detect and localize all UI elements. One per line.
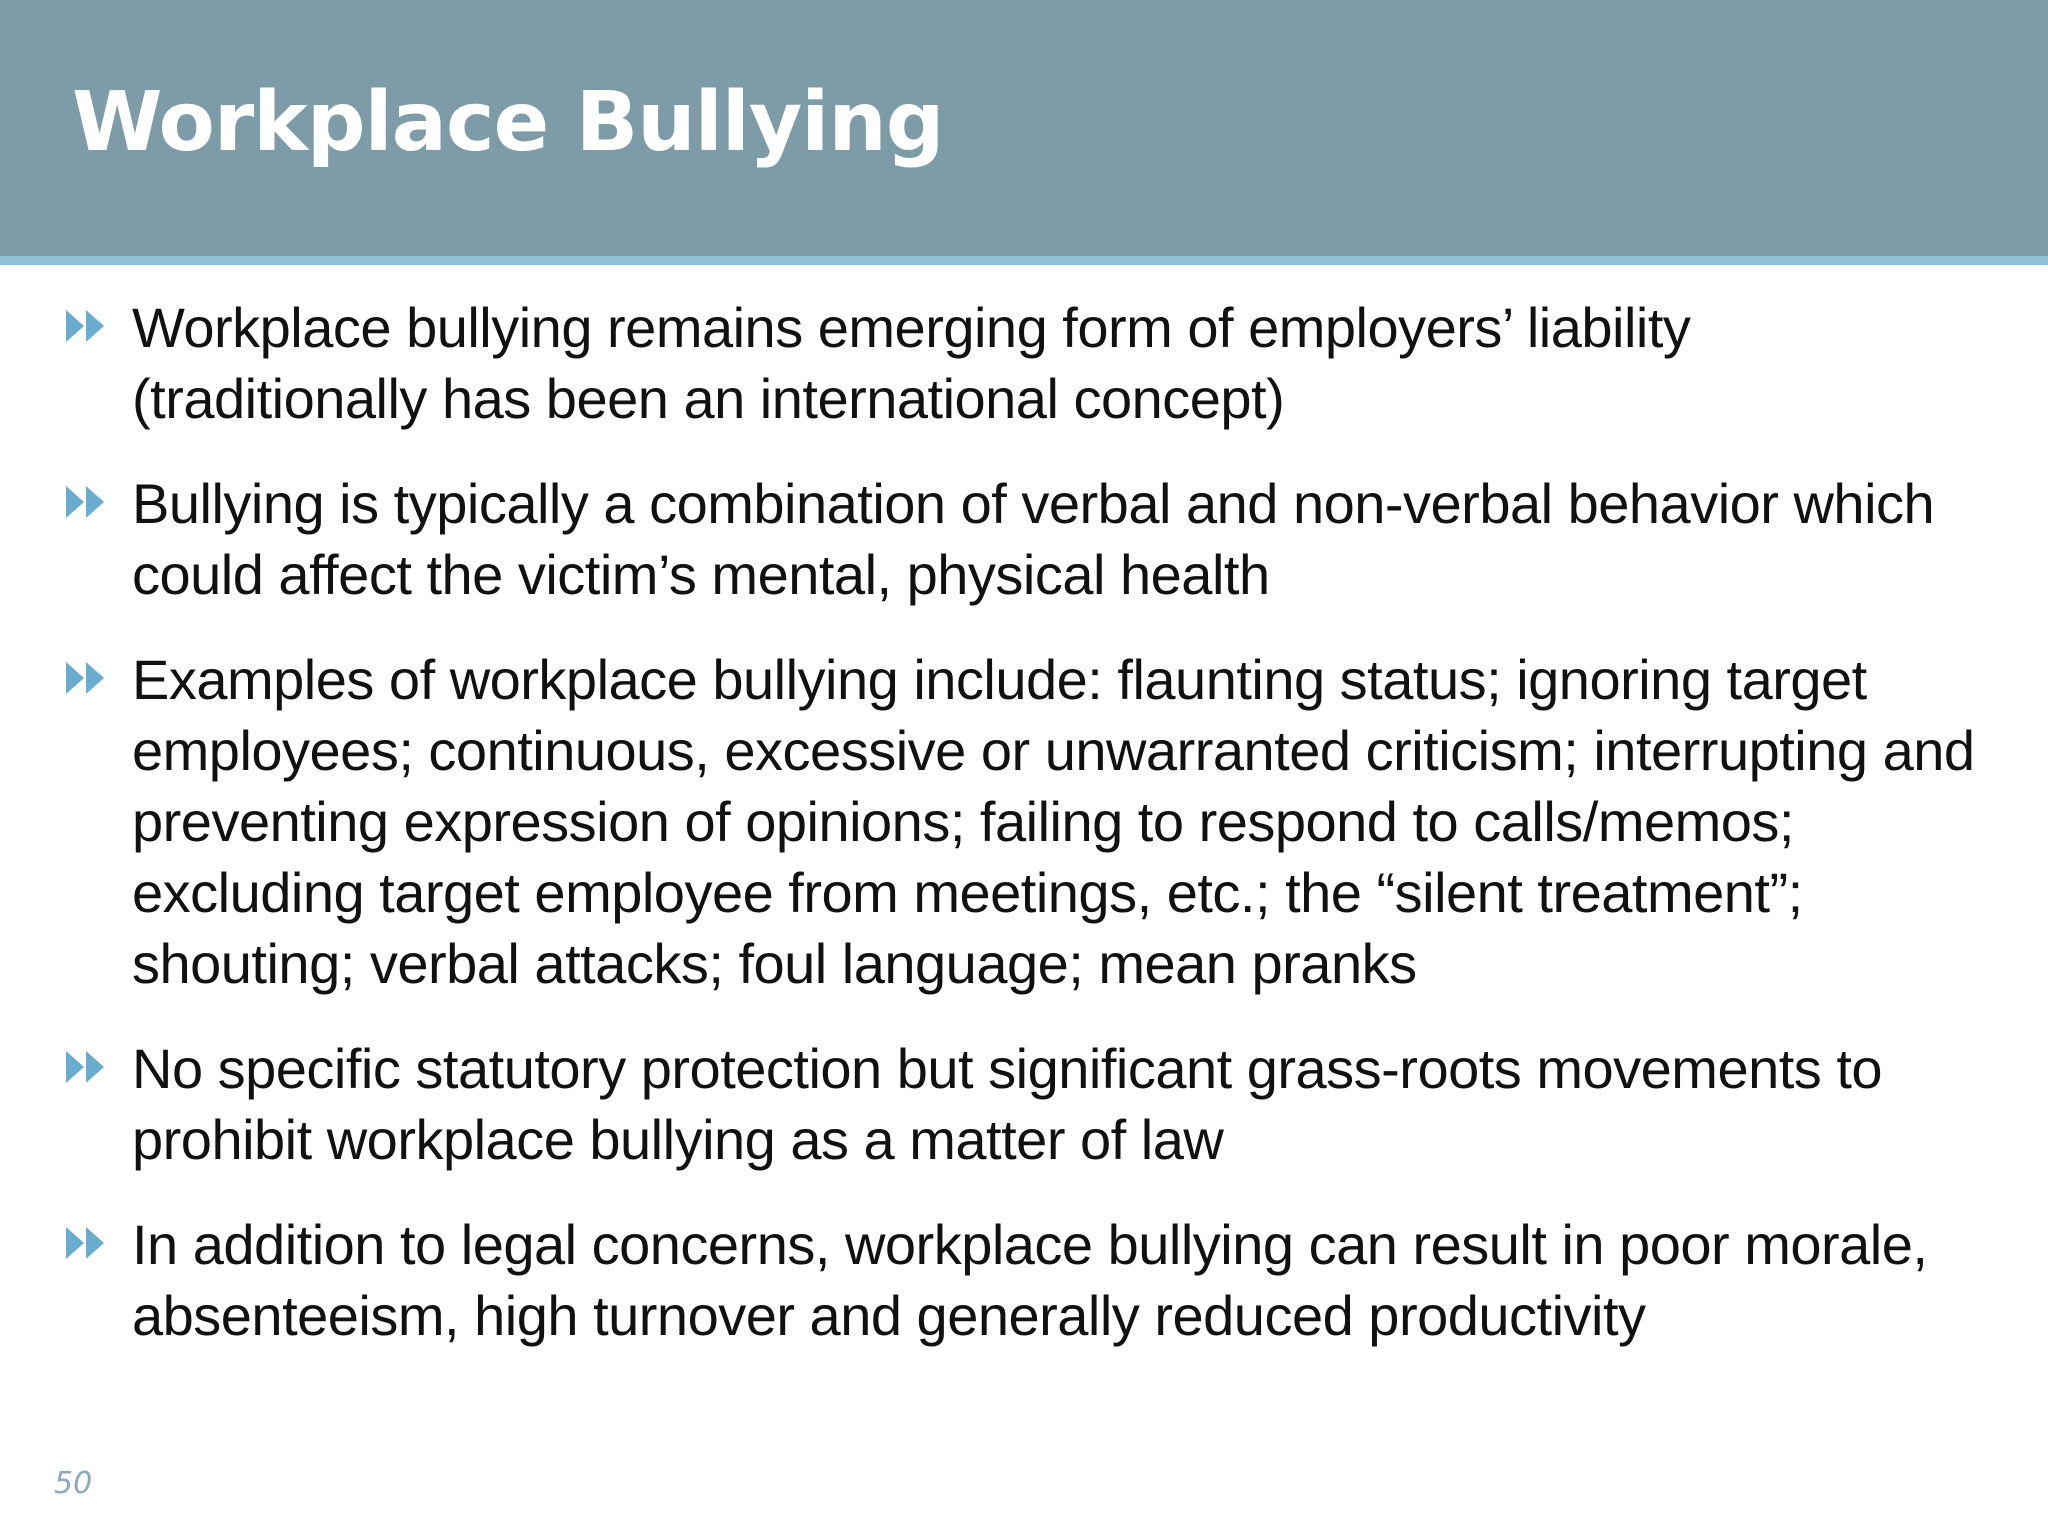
bullet-item (66, 292, 1996, 434)
bullet-item (66, 644, 1996, 999)
double-chevron-right-icon (66, 1227, 112, 1259)
bullet-text: Bullying is typically a combination of verbal and non-verbal behavior which could affect the victim’s mental, physical health (132, 472, 1935, 606)
bullet-text: Examples of workplace bullying include: flaunting status; ignoring target employees; continuous, excessive or unwarranted criticism; interrupting and preventing expression of opinions; failing to respond to calls/memos; excluding target employee from meetings, etc.; the “silent treatment”; shouting; verbal attacks; foul language; mean pranks (132, 648, 1975, 995)
bullet-item (66, 468, 1996, 610)
double-chevron-right-icon (66, 662, 112, 694)
header-divider (0, 256, 2048, 265)
bullet-list (66, 292, 1996, 1385)
bullet-text: No specific statutory protection but significant grass-roots movements to prohibit workplace bullying as a matter of law (132, 1037, 1883, 1171)
bullet-item (66, 1209, 1996, 1351)
bullet-text: Workplace bullying remains emerging form of employers’ liability (traditionally has been an international concept) (132, 296, 1691, 430)
page-number: 50 (54, 1466, 93, 1501)
slide-title: Workplace Bullying (72, 75, 944, 170)
bullet-item (66, 1033, 1996, 1175)
double-chevron-right-icon (66, 1051, 112, 1083)
bullet-text: In addition to legal concerns, workplace bullying can result in poor morale, absenteeism, high turnover and generally reduced productivity (132, 1213, 1928, 1347)
double-chevron-right-icon (66, 310, 112, 342)
double-chevron-right-icon (66, 486, 112, 518)
